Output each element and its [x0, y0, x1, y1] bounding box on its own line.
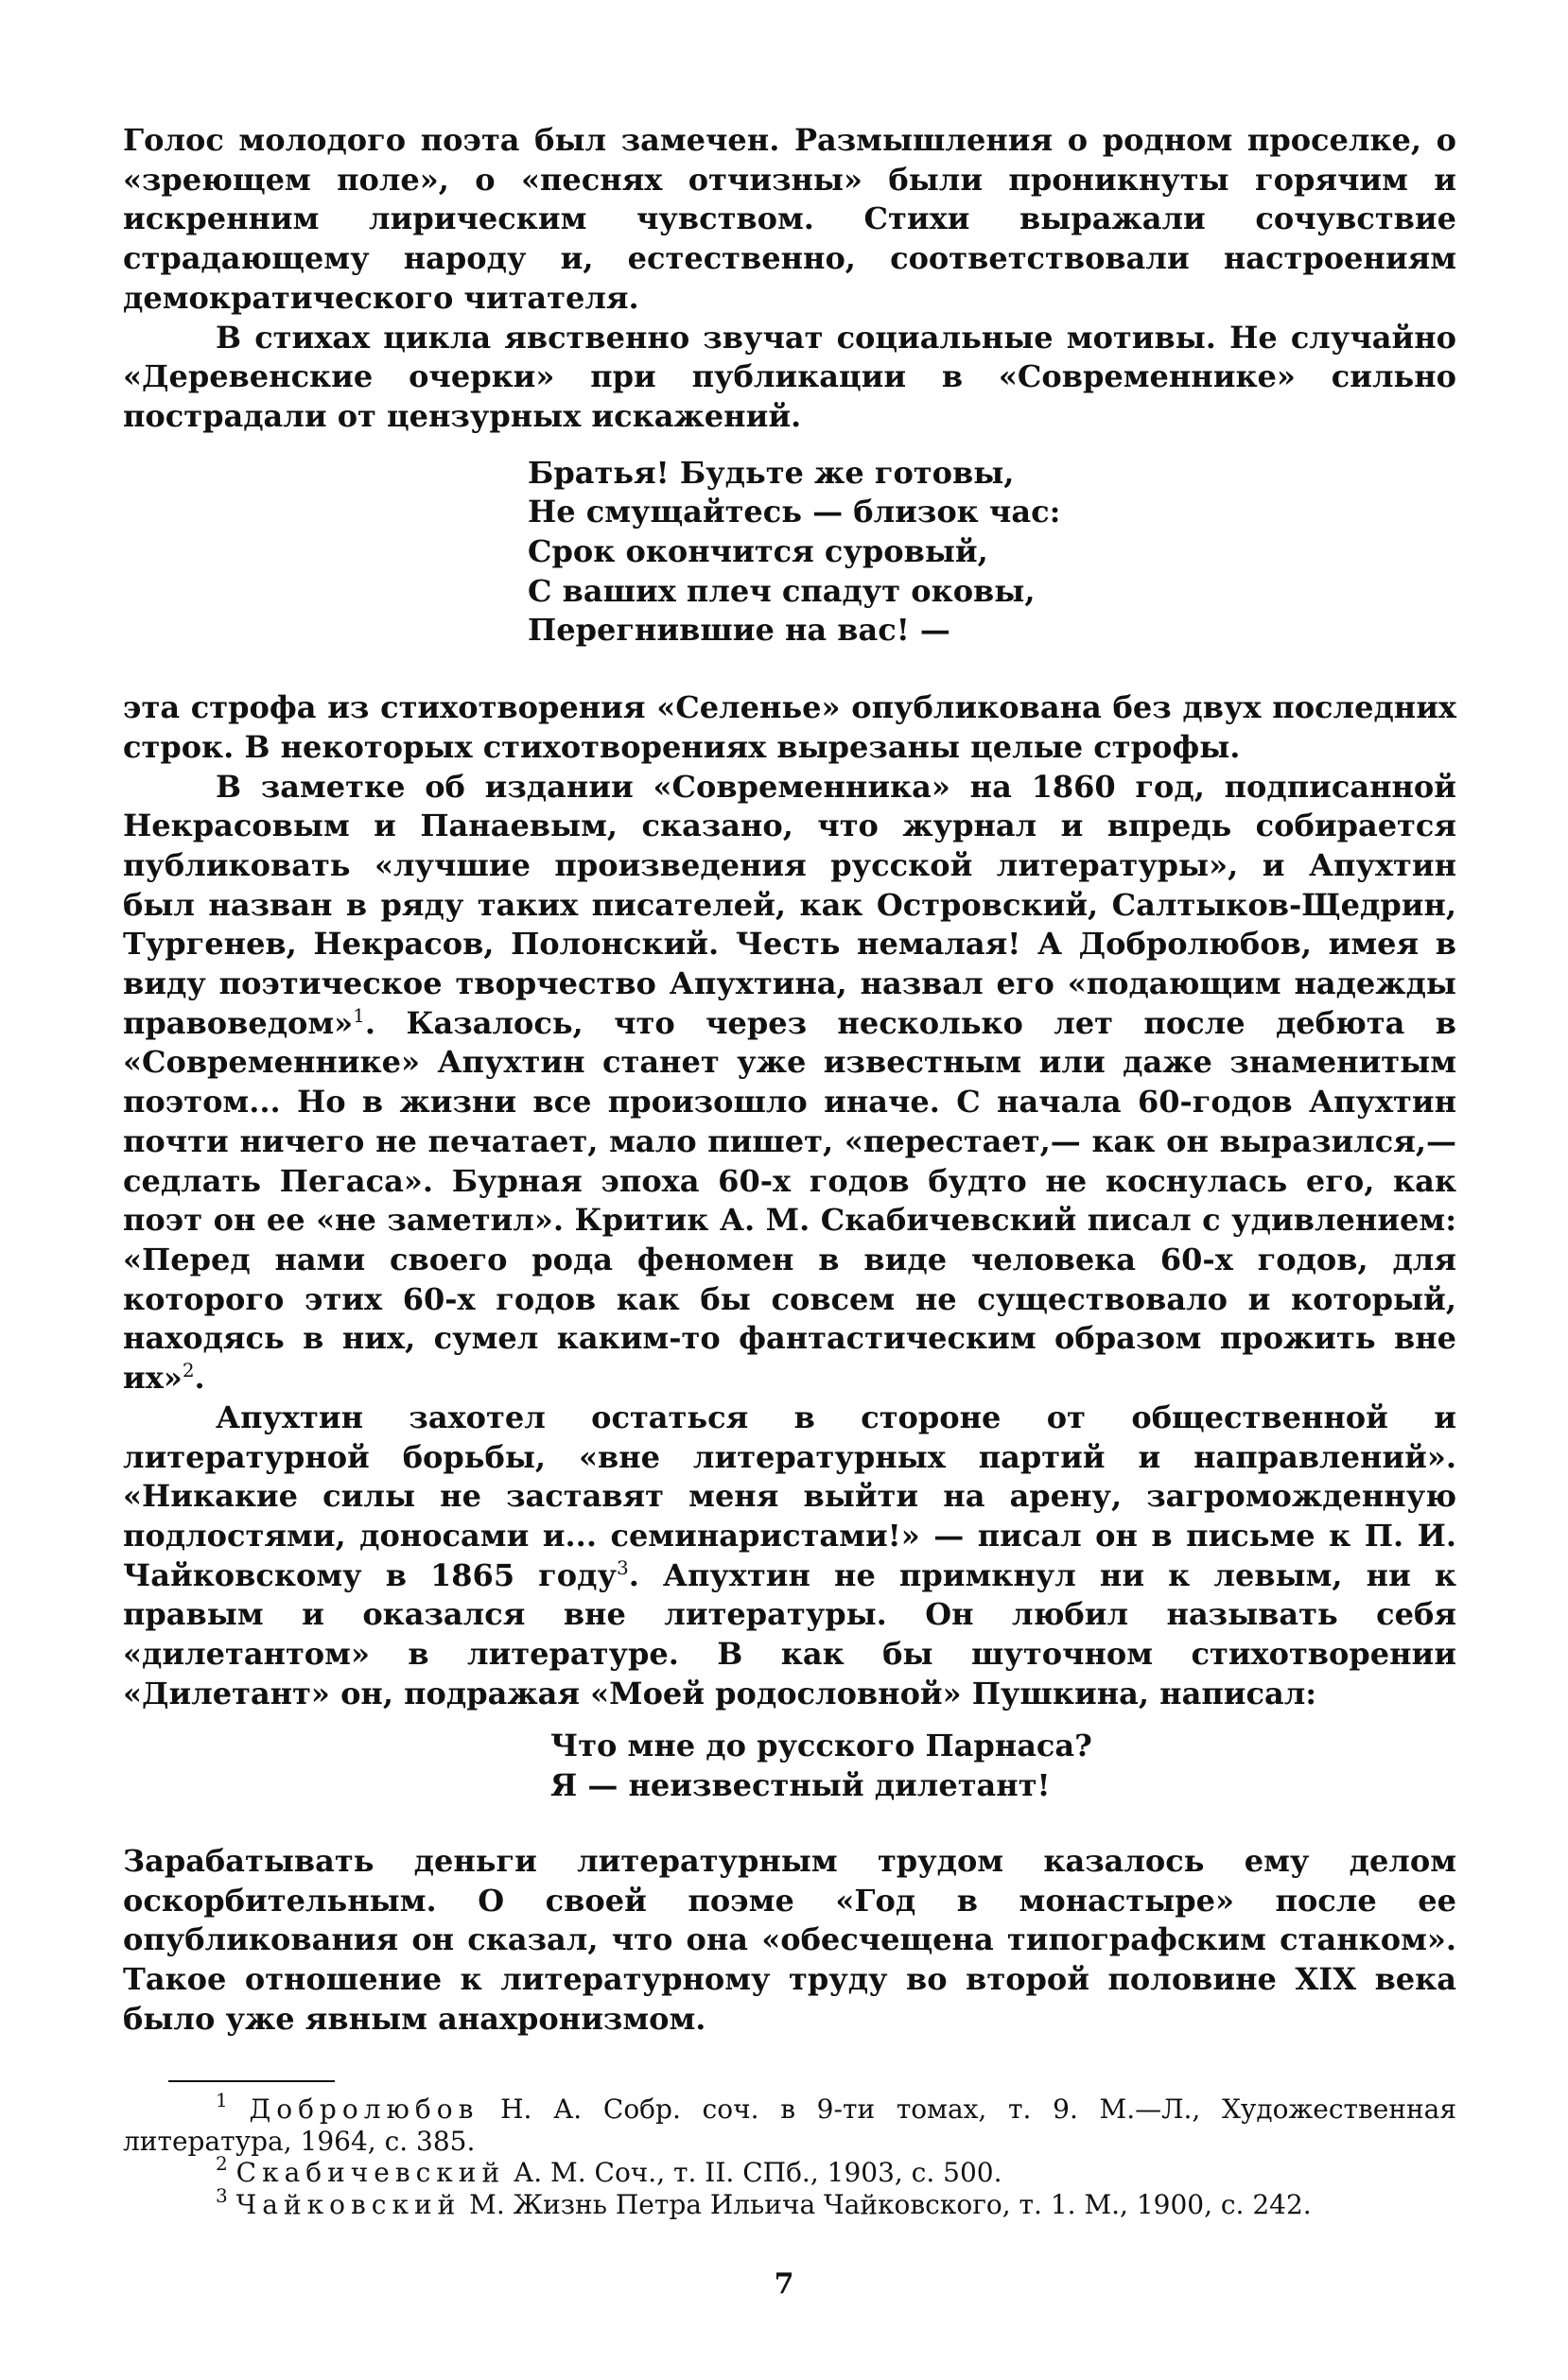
footnote-number: 1: [216, 2089, 228, 2111]
poem-line: Срок окончится суровый,: [528, 533, 988, 570]
footnote-number: 2: [216, 2152, 228, 2175]
footnote-3: [123, 2183, 1456, 2221]
paragraph-3: [123, 768, 1456, 1398]
poem-dilettante: [550, 1727, 1456, 1805]
footnote-separator: [168, 2080, 335, 2082]
footnote-number: 3: [216, 2183, 228, 2207]
poem-line: Не смущайтесь — близок час:: [528, 494, 1061, 530]
footnote-ref-3: 3: [616, 1555, 629, 1579]
footnote-author: Добролюбов: [249, 2093, 479, 2125]
paragraph-3-text-c: .: [194, 1360, 205, 1397]
poem-line: Братья! Будьте же готовы,: [528, 454, 1015, 491]
footnote-author: Скабичевский: [235, 2157, 506, 2188]
paragraph-after-poem: эта строфа из стихотворения «Селенье» опубликована без двух последних строк. В некоторых стихотворениях вырезаны целые строфы.: [123, 689, 1456, 765]
footnote-1: [123, 2089, 1457, 2157]
main-text: [123, 121, 1456, 2039]
footnote-author: Чайковский: [235, 2188, 462, 2220]
poem-line: С ваших плеч спадут оковы,: [528, 572, 1036, 609]
footnote-text: А. М. Соч., т. II. СПб., 1903, с. 500.: [505, 2157, 1002, 2188]
footnote-text: М. Жизнь Петра Ильича Чайковского, т. 1. М., 1900, с. 242.: [461, 2188, 1312, 2220]
page-number: 7: [774, 2267, 794, 2301]
footnote-ref-1: 1: [353, 1003, 365, 1027]
poem-line: Я — неизвестный дилетант!: [550, 1767, 1051, 1804]
paragraph-4-text-a: Апухтин захотел остаться в стороне от общественной и литературной борьбы, «вне литературных партий и направлений». «Никакие силы не заставят меня выйти на арену, загроможденную подлостями, доносами и... семинаристами!» — писал он в письме к П. И. Чайковскому в 1865 году: [123, 1398, 1456, 1593]
poem-selenie: [528, 454, 1456, 651]
footnote-text: Н. А. Собр. соч. в 9-ти томах, т. 9. М.—Л., Художественная литература, 1964, с. 385.: [123, 2093, 1457, 2157]
poem-line: Перегнившие на вас! —: [528, 612, 950, 649]
footnote-2: [123, 2152, 1456, 2189]
poem-line: Что мне до русского Парнаса?: [550, 1728, 1092, 1764]
paragraph-3-text-a: В заметке об издании «Современника» на 1860 год, подписанной Некрасовым и Панаевым, сказано, что журнал и впредь собирается публиковать «лучшие произведения русской литературы», и Апухтин был назван в ряду таких писателей, как Островский, Салтыков-Щедрин, Тургенев, Некрасов, Полонский. Честь немалая! А Добролюбов, имея в виду поэтическое творчество Апухтина, назвал его «подающим надежды правоведом»: [123, 768, 1456, 1041]
footnotes: [123, 2089, 1457, 2220]
paragraph-4: [123, 1398, 1456, 1714]
paragraph-2: В стихах цикла явственно звучат социальные мотивы. Не случайно «Деревенские очерки» при публикации в «Современнике» сильно пострадали от цензурных искажений.: [123, 319, 1456, 434]
paragraph-3-text-b: . Казалось, что через несколько лет после дебюта в «Современнике» Апухтин станет уже известным или даже знаменитым поэтом... Но в жизни все произошло иначе. С начала 60-годов Апухтин почти ничего не печатает, мало пишет, «перестает,— как он выразился,— седлать Пегаса». Бурная эпоха 60-х годов будто не коснулась его, как поэт он ее «не заметил». Критик А. М. Скабичевский писал с удивлением: «Перед нами своего рода феномен в виде человека 60-х годов, для которого этих 60-х годов как бы совсем не существовало и который, находясь в них, сумел каким-то фантастическим образом прожить вне их»: [123, 1004, 1456, 1397]
paragraph-4-text-b: . Апухтин не примкнул ни к левым, ни к правым и оказался вне литературы. Он любил называть себя «дилетантом» в литературе. В как бы шуточном стихотворении «Дилетант» он, подражая «Моей родословной» Пушкина, написал:: [123, 1556, 1457, 1711]
paragraph-1: Голос молодого поэта был замечен. Размышления о родном проселке, о «зреющем поле», о «песнях отчизны» были проникнуты горячим и искренним лирическим чувством. Стихи выражали сочувствие страдающему народу и, естественно, соответствовали настроениям демократического читателя.: [123, 122, 1456, 316]
footnote-ref-2: 2: [182, 1359, 195, 1382]
paragraph-5: Зарабатывать деньги литературным трудом казалось ему делом оскорбительным. О своей поэме «Год в монастыре» после ее опубликования он сказал, что она «обесчещена типографским станком». Такое отношение к литературному труду во второй половине XIX века было уже явным анахронизмом.: [123, 1842, 1456, 2037]
